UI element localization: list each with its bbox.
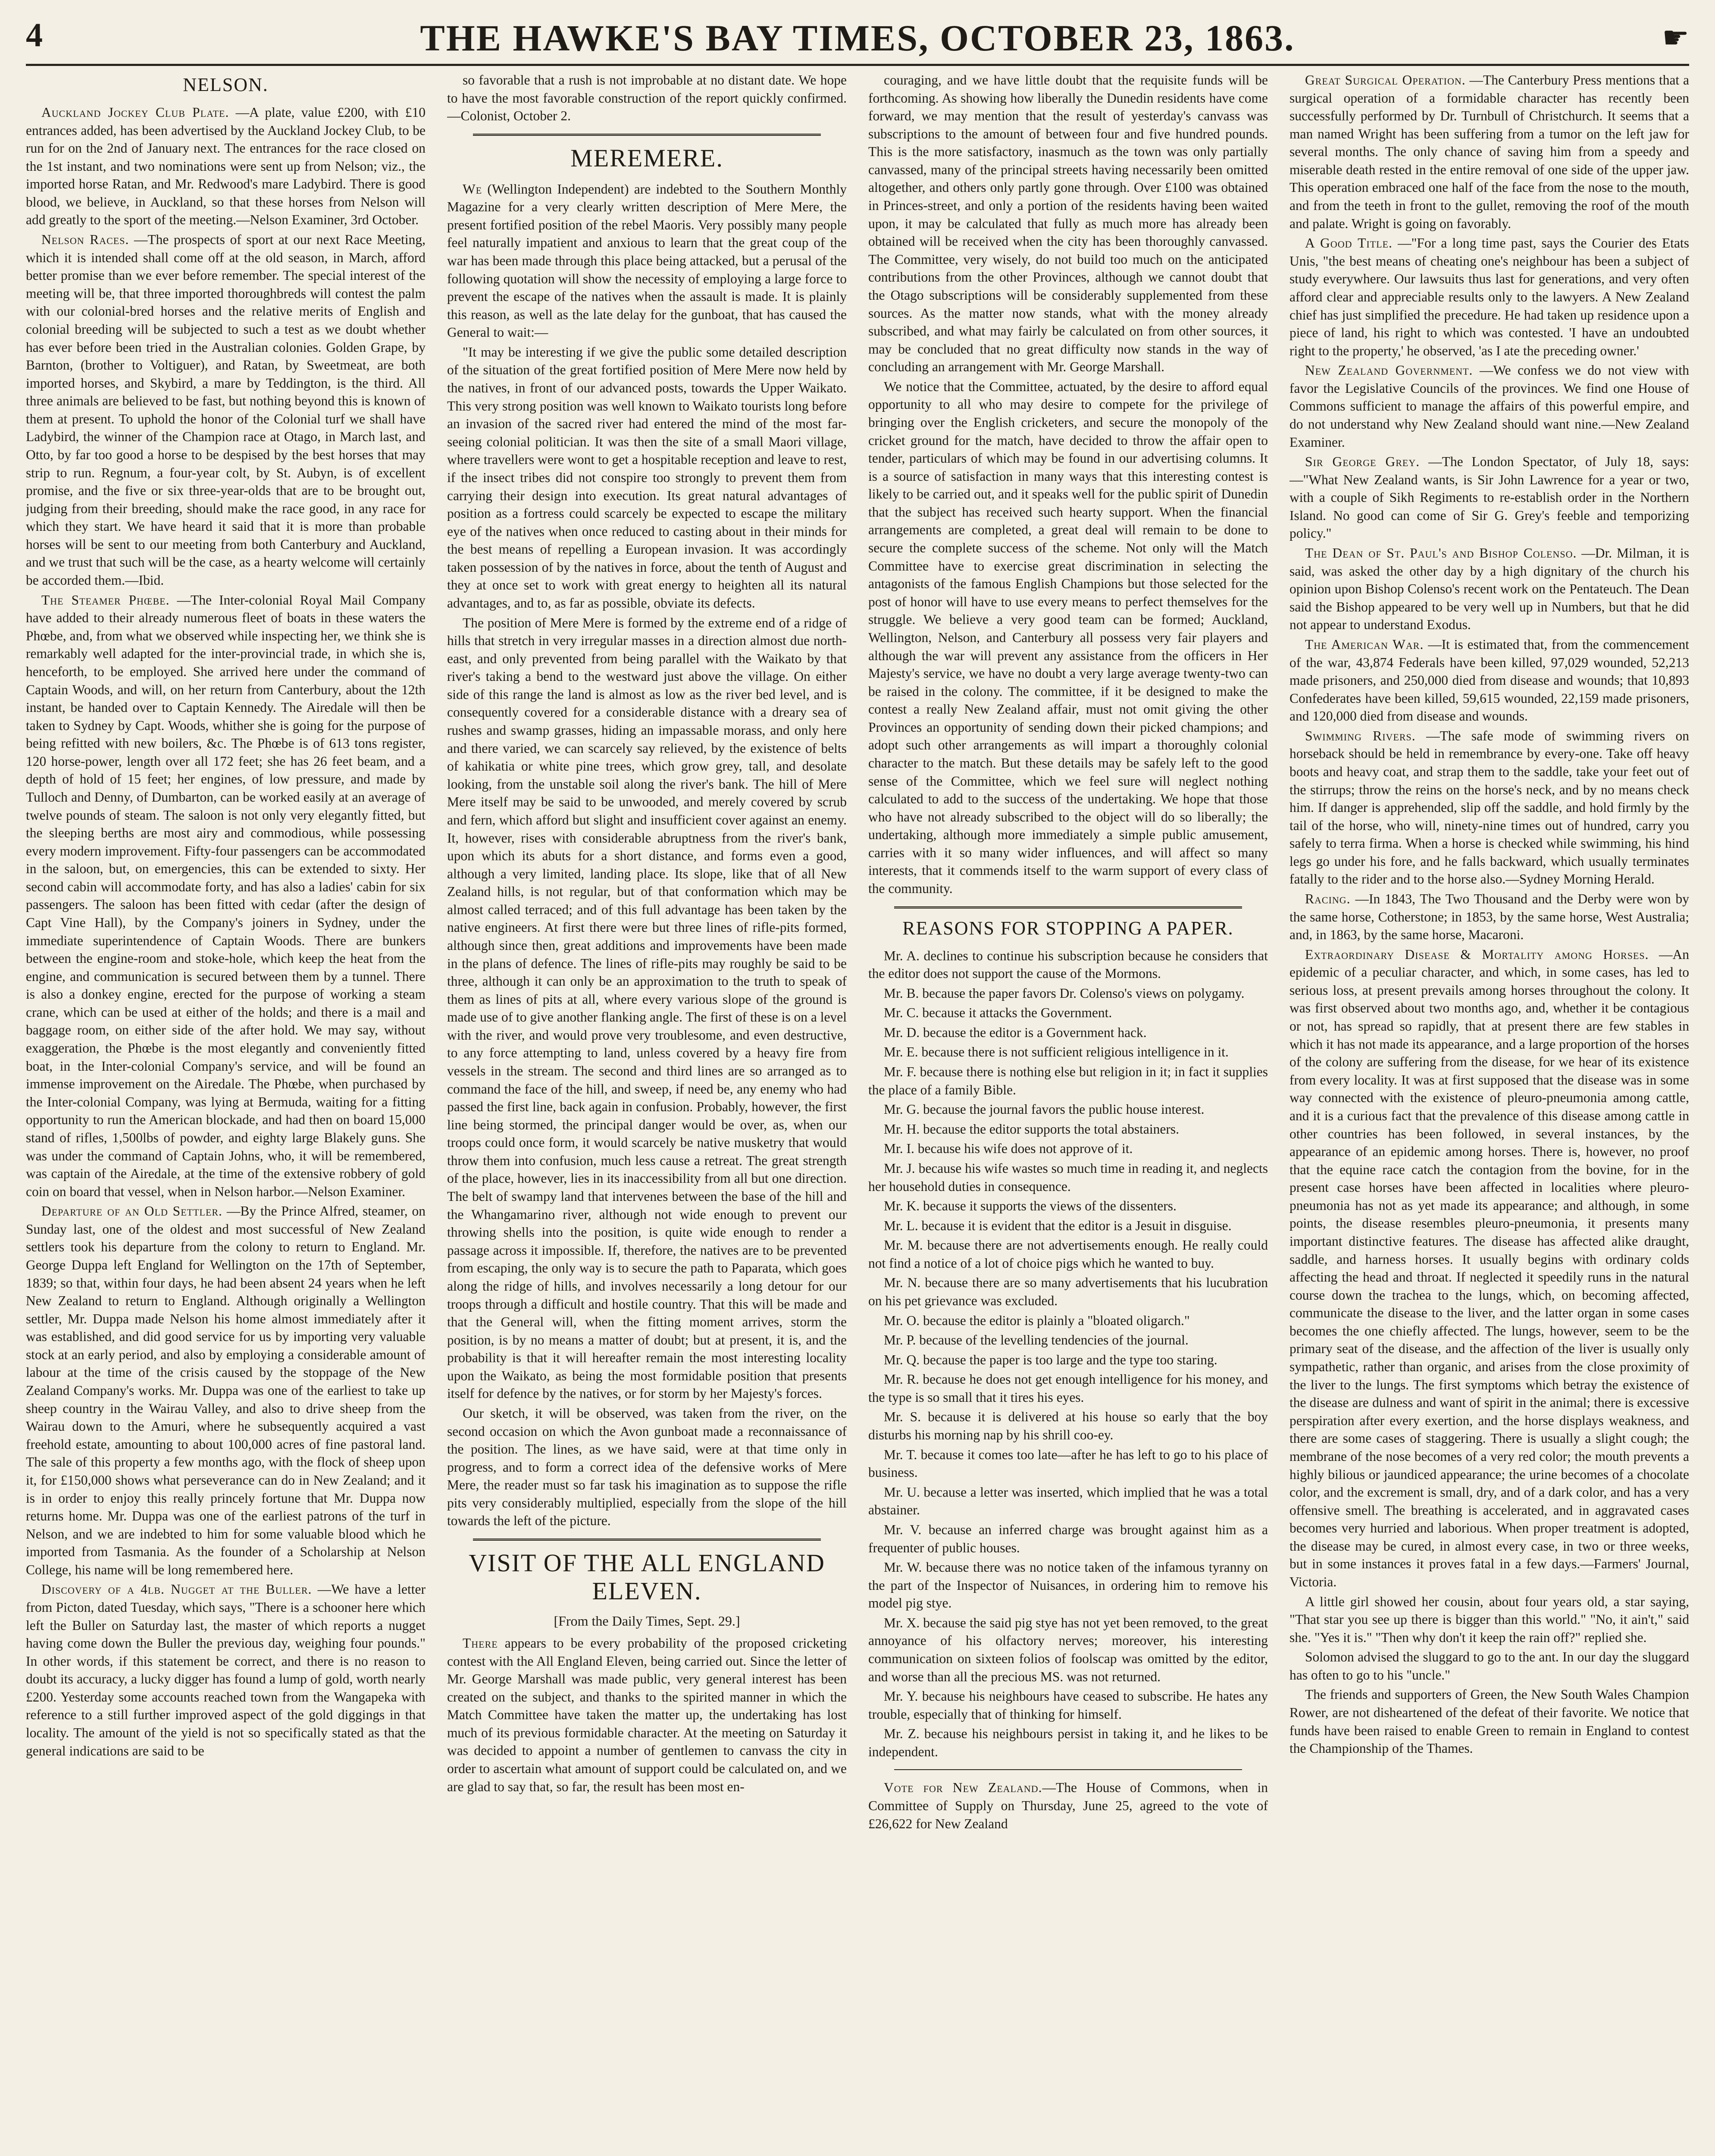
paragraph-text: couraging, and we have little doubt that the requisite funds will be forthcoming. As showing how liberally the Dunedin residents have come forward, we may mention that the result of yesterday's canvass was subscriptions to the amount of between four and five hundred pounds. This is the more satisfactory, inasmuch as the town was only partially canvassed, many of the principal streets having necessarily been omitted altogether, and others only partly gone through. Over £100 was obtained in Princes-street, and only a portion of the residents having been waited upon, it may be calculated that fully as much more has already been obtained will be received when the city has been thoroughly canvassed. The Committee, very wisely, do not build too much on the anticipated contributions from the other Provinces, although we cannot doubt that the Otago subscriptions will be considerably supplemented from these sources. As the matter now stands, what with the money already subscribed, and what may fairly be calculated on from other sources, it may be concluded that no great difficulty now stands in the way of concluding an arrangement with Mr. George Marshall. bbox=[868, 72, 1268, 375]
paragraph-text: —"For a long time past, says the Courier des Etats Unis, "the best means of cheating one's neighbour has been a subject of study everywhere. Our lawsuits thus last for generations, and very often afford clear and appreciable results only to the lawyers. A New Zealand chief has just simplified the precedure. He had taken up residence upon a piece of land, his right to which was contested. 'I have an undoubted right to the property,' he observed, 'as I ate the preceding owner.' bbox=[1289, 235, 1689, 358]
article-paragraph bbox=[447, 614, 847, 1403]
paragraph-text: —The prospects of sport at our next Race Meeting, which it is intended shall come off at the old season, in March, afford better promise than we ever before remember. The special interest of the meeting will be, that three imported thoroughbreds will contest the palm with our colonial-bred horses and the relative merits of English and colonial breeding will be subjected to such a test as we doubt whether has ever before been tried in the Australian colonies. Golden Grape, by Barnton, (brother to Voltiguer), and Ratan, by Sweetmeat, are both imported horses, and Skybird, a mare by Teddington, is the third. All three animals are believed to be fast, but nothing beyond this is known of them at present. To uphold the honor of the Colonial turf we shall have Ladybird, the winner of the Champion race at Otago, in March last, and Otto, by far too good a horse to be despised by the best horses that may strip to run. Regnum, a four-year colt, by St. Aubyn, is of excellent promise, and the five or six three-year-olds that are to be brought out, judging from their breeding, should make the race good, in any race for which they start. We have heard it said that it is more than probable horses will be sent to our meeting from both Canterbury and Auckland, and we trust that such will be the case, as a hearty welcome will certainly be accorded them.—Ibid. bbox=[26, 232, 426, 588]
paragraph-lead: Racing. bbox=[1305, 891, 1351, 907]
paragraph-text: —A plate, value £200, with £10 entrances added, has been advertised by the Auckland Jockey Club, to be run for on the 2nd of January next. The entrances for the race closed on the 1st instant, and two nominations were sent up from Nelson; viz., the imported horse Ratan, and Mr. Redwood's mare Ladybird. There is good blood, we believe, in Auckland, so that these horses from Nelson will add greatly to the sport of the meeting.—Nelson Examiner, 3rd October. bbox=[26, 105, 426, 228]
cricket-source-line: [From the Daily Times, Sept. 29.] bbox=[554, 1613, 740, 1629]
reason-item: Mr. U. because a letter was inserted, which implied that he was a total abstainer. bbox=[868, 1484, 1268, 1518]
reason-item: Mr. O. because the editor is plainly a "bloated oligarch." bbox=[884, 1313, 1190, 1328]
article-paragraph bbox=[26, 1580, 426, 1760]
reason-item: Mr. I. because his wife does not approve of it. bbox=[884, 1141, 1133, 1156]
paragraph-lead: The American War. bbox=[1305, 636, 1424, 652]
section-divider bbox=[894, 1769, 1242, 1770]
section-divider bbox=[894, 906, 1242, 909]
reason-item: Mr. T. because it comes too late—after he has left to go to his place of business. bbox=[868, 1447, 1268, 1480]
article-paragraph bbox=[1289, 1593, 1689, 1647]
article-paragraph bbox=[1289, 361, 1689, 451]
paragraph-text: We notice that the Committee, actuated, by the desire to afford equal opportunity to all who may desire to compete for the privilege of bringing over the English cricketers, and secure the monopoly of the cricket ground for the match, have decided to throw the affair open to tender, particulars of which may be found in our advertising columns. It is a source of satisfaction in many ways that this interesting contest is likely to be carried out, and it speaks well for the public spirit of Dunedin that the subject has received such hearty support. When the financial arrangements are completed, a great deal will remain to be done to secure the complete success of the scheme. Not only will the Match Committee have to exercise great discrimination in selecting the antagonists of the famous English Champions but those selected for the post of honor will have to use every means to perfect themselves for the struggle. We believe a very good team can be formed; Auckland, Wellington, Nelson, and Canterbury all possess very fair players and although the war will prevent any assistance from the officers in Her Majesty's service, we have no doubt a very large average twenty-two can be raised in the colony. The committee, if it be designed to make the contest a really New Zealand affair, must not omit giving the other Provinces an opportunity of sending down their picked champions; and adopt such other arrangements as will impart a thoroughly colonial character to the match. But these details may be safely left to the good sense of the Committee, which we feel sure will neglect nothing calculated to add to the success of the undertaking. We hope that those who have not already subscribed to the object will do so liberally; the undertaking, although more immediately a simple public amusement, carries with it so many wider influences, and will affect so many interests, that it commends itself to the warm support of every class of the community. bbox=[868, 379, 1268, 896]
article-paragraph bbox=[447, 1634, 847, 1796]
paragraph-text: appears to be every probability of the proposed cricketing contest with the All England Eleven, being carried out. Since the letter of Mr. George Marshall was made public, very general interest has been created on the subject, and thanks to the spirited manner in which the Match Committee have taken the matter up, the undertaking has lost much of its previous formidable character. At the meeting on Saturday it was decided to appoint a number of gentlemen to canvass the city in order to ascertain what amount of support could be calculated on, and we are glad to say that, so far, the result has been most en- bbox=[447, 1635, 847, 1794]
paragraph-text: —The London Spectator, of July 18, says:—"What New Zealand wants, is Sir John Lawrence for a year or two, with a couple of Sikh Regiments to re-establish order in the Northern Island. No good can come of Sir G. Grey's feeble and temporizing policy." bbox=[1289, 454, 1689, 541]
article-paragraph bbox=[1289, 234, 1689, 360]
column-1 bbox=[26, 71, 426, 2156]
paragraph-lead: Swimming Rivers. bbox=[1305, 728, 1416, 743]
reason-item: Mr. J. because his wife wastes so much time in reading it, and neglects her household duties in consequence. bbox=[868, 1160, 1268, 1194]
article-paragraph bbox=[1289, 1648, 1689, 1684]
paragraph-text: —Dr. Milman, it is said, was asked the other day by a high dignitary of the church his opinion upon Bishop Colenso's recent work on the Pentateuch. The Dean said the Bishop appeared to be very well up in Numbers, but that he did not appear to understand Exodus. bbox=[1289, 545, 1689, 633]
reason-item: Mr. R. because he does not get enough intelligence for his money, and the type is so small that it tires his eyes. bbox=[868, 1372, 1268, 1405]
reason-item: Mr. H. because the editor supports the total abstainers. bbox=[884, 1121, 1179, 1137]
reasons-list bbox=[868, 947, 1268, 1761]
miscellany-articles bbox=[1289, 71, 1689, 1758]
reason-item: Mr. V. because an inferred charge was brought against him as a frequenter of public houses. bbox=[868, 1522, 1268, 1555]
article-paragraph bbox=[447, 180, 847, 342]
nelson-articles bbox=[26, 103, 426, 1760]
reason-item: Mr. B. because the paper favors Dr. Colenso's views on polygamy. bbox=[884, 985, 1245, 1001]
paragraph-lead: Discovery of a 4lb. Nugget at the Buller. bbox=[41, 1582, 312, 1597]
paragraph-lead: The Dean of St. Paul's and Bishop Colenso. bbox=[1305, 545, 1577, 561]
paragraph-text: —The Inter-colonial Royal Mail Company have added to their already numerous fleet of boats in these waters the Phœbe, and, from what we observed while inspecting her, we think she is remarkably well adapted for the inter-provincial trade, in which she is, henceforth, to be employed. She arrived here under the command of Captain Woods, and will, on her return from Canterbury, about the 12th instant, be handed over to Captain Kennedy. The Airedale will then be taken to Sydney by Capt. Woods, whither she is going for the purpose of being refitted with new boilers, &c. The Phœbe is of 613 tons register, 120 horse-power, length over all 172 feet; she has 26 feet beam, and a depth of hold of 15 feet; her engines, of low pressure, and made by Tulloch and Denny, of Dumbarton, can be worked easily at an average of twelve pounds of steam. The saloon is not only very elegantly fitted, but the sleeping berths are most airy and commodious, while possessing every modern improvement. Fifty-four passengers can be accommodated in the saloon, but, on emergencies, this can be extended to sixty. Her second cabin will accommodate forty, and has also a ladies' cabin for six passengers. The saloon has been fitted with cedar (after the design of Capt Vine Hall), by the Company's joiners in Sydney, under the immediate superintendence of Captain Woods. There are bunkers between the engine-room and stoke-hole, which keep the heat from the engine, and communication is secured between them by a tunnel. There is also a donkey engine, erected for the purpose of working a steam crane, which can be used at either of the holds; and there is a mail and baggage room, on either side of the after hold. We may say, without exaggeration, the Phœbe is the most elegantly and conveniently fitted boat, in the Inter-colonial Company's service, and will be found an immense improvement on the Airedale. The Phœbe, when purchased by the Inter-colonial Company, was lying at Bermuda, waiting for a fitting opportunity to run the American blockade, and had then on board 15,000 stand of rifles, 1,500lbs of powder, and eighty large Blakely guns. She was under the command of Captain Johns, who, it will be remembered, was captain of the Airedale, at the time of the extensive robbery of gold coin on board that vessel, when in Nelson harbor.—Nelson Examiner. bbox=[26, 592, 426, 1199]
reason-item: Mr. A. declines to continue his subscription because he considers that the editor does not support the cause of the Mormons. bbox=[868, 948, 1268, 981]
reason-item: Mr. C. because it attacks the Government. bbox=[884, 1005, 1112, 1021]
cricket-article bbox=[447, 1634, 847, 1796]
reason-item: Mr. S. because it is delivered at his house so early that the boy disturbs his morning nap by his shrill coo-ey. bbox=[868, 1409, 1268, 1443]
reason-item: Mr. L. because it is evident that the editor is a Jesuit in disguise. bbox=[884, 1218, 1232, 1233]
article-paragraph bbox=[868, 71, 1268, 376]
article-paragraph bbox=[1289, 1686, 1689, 1757]
article-paragraph bbox=[1289, 453, 1689, 542]
article-paragraph bbox=[1289, 71, 1689, 232]
article-paragraph bbox=[26, 1202, 426, 1579]
column-4 bbox=[1289, 71, 1689, 2156]
paragraph-text: Our sketch, it will be observed, was taken from the river, on the second occasion on which the Avon gunboat made a reconnaissance of the position. The lines, as we have said, were at that time only in progress, and to form a correct idea of the defensive works of Mere Mere, the reader must so far task his imagination as to suppose the rifle pits very considerably multiplied, especially from the slope of the hill towards the left of the picture. bbox=[447, 1406, 847, 1529]
meremere-article bbox=[447, 180, 847, 1530]
reasons-heading: REASONS FOR STOPPING A PAPER. bbox=[902, 917, 1234, 939]
paragraph-text: The position of Mere Mere is formed by the extreme end of a ridge of hills that stretch in very irregular masses in a direction almost due north-east, and only prevented from being parallel with the Waikato by that river's taking a bend to the westward just above the village. On either side of this range the land is almost as low as the river bed level, and is consequently covered for a considerable distance with a dreary sea of rushes and swamp grasses, hiding an impassable morass, and only here and there varied, we can scarcely say relieved, by the existence of belts of kahikatia or white pine trees, which grow grey, tall, and desolate looking, from the unstable soil along the river's bank. The hill of Mere Mere itself may be said to be unwooded, and merely covered by scrub and fern, which afford but slight and insufficient cover against an enemy. It, however, rises with considerable abruptness from the river's bank, upon which its abuts for a short distance, and forms even a good, although a very limited, landing place. Its slope, like that of all New Zealand hills, is not regular, but of that conformation which may be almost called terraced; and of this full advantage has been taken by the native engineers. At first there were but three lines of rifle-pits formed, although since then, great additions and improvements have been made in the plans of defence. The lines of rifle-pits may roughly be said to be three, although it can only be an approximation to the truth to speak of them as lines of pits at all, where every various slope of the ground is made use of to give another flanking angle. The first of these is on a level with the river, and would prove very troublesome, and even destructive, to any force attempting to land, unless covered by a heavy fire from vessels in the stream. The second and third lines are so arranged as to command the face of the hill, and sweep, if need be, any enemy who had passed the first line, back again in confusion. Probably, however, the first line being stormed, the principal danger would be over, as, when our troops could once form, it would scarcely be native musketry that would throw them into confusion, much less cause a retreat. The great strength of the place, however, lies in its inaccessibility from all but one direction. The belt of swampy land that intervenes between the base of the hill and the Whangamarino river, although not wide enough to prevent our throwing shells into the position, is quite wide enough to render a passage across it impossible. If, therefore, the natives are to be prevented from escaping, the only way is to secure the path to Paparata, which goes along the ridge of hills, and involves necessarily a long detour for our troops through a difficult and hostile country. That this will be made and that the General will, when the fitting moment arrives, storm the position, is by no means a matter of doubt; but at present, it is, and the probability is that it will hereafter remain the most interesting locality upon the Waikato, as being the most formidable position that presents itself for defence by the natives, or for storm by her Majesty's forces. bbox=[447, 615, 847, 1401]
paragraph-lead: Great Surgical Operation. bbox=[1305, 72, 1466, 88]
paragraph-text: Solomon advised the sluggard to go to the ant. In our day the sluggard has often to go to his "uncle." bbox=[1289, 1649, 1689, 1683]
newspaper-title: THE HAWKE'S BAY TIMES, OCTOBER 23, 1863. bbox=[420, 17, 1295, 59]
article-paragraph bbox=[26, 591, 426, 1201]
paragraph-lead: Departure of an Old Settler. bbox=[41, 1203, 222, 1219]
nelson-heading: NELSON. bbox=[183, 74, 269, 95]
paragraph-lead: Auckland Jockey Club Plate. bbox=[41, 105, 229, 120]
paragraph-text: —The Canterbury Press mentions that a surgical operation of a formidable character has recently been successfully performed by Dr. Turnbull of Christchurch. It seems that a man named Wright has been suffering from a tumor on the left jaw for several months. The only chance of saving him from a speedy and miserable death rested in the entire removal of one side of the upper jaw. This operation embraced one half of the face from the nose to the mouth, and from the teeth in front to the gullet, removing the roof of the mouth and palate. Wright is going on favorably. bbox=[1289, 72, 1689, 231]
continued-paragraph: so favorable that a rush is not improbable at no distant date. We hope to have the most favorable construction of the report quickly confirmed.—Colonist, October 2. bbox=[447, 72, 847, 124]
paragraph-lead: Sir George Grey. bbox=[1305, 454, 1420, 470]
reason-item: Mr. K. because it supports the views of the dissenters. bbox=[884, 1198, 1177, 1214]
meremere-heading: MEREMERE. bbox=[570, 144, 723, 172]
paragraph-lead: A Good Title. bbox=[1305, 235, 1393, 251]
paragraph-lead: There bbox=[463, 1635, 498, 1651]
page-number: 4 bbox=[26, 16, 43, 53]
pointing-hand-ornament-icon: ☛ bbox=[1662, 22, 1689, 55]
reason-item: Mr. Y. because his neighbours have ceased to subscribe. He hates any trouble, especially that of thinking for himself. bbox=[868, 1689, 1268, 1722]
article-paragraph bbox=[1289, 727, 1689, 888]
vote-paragraph bbox=[868, 1779, 1268, 1833]
vote-lead: Vote for New Zealand. bbox=[884, 1780, 1042, 1796]
column-2 bbox=[447, 71, 847, 2156]
article-paragraph bbox=[447, 1404, 847, 1530]
paragraph-lead: Nelson Races. bbox=[41, 232, 129, 248]
paragraph-lead: We bbox=[463, 181, 482, 197]
article-paragraph bbox=[26, 103, 426, 229]
paragraph-lead: New Zealand Government. bbox=[1305, 363, 1473, 378]
reason-item: Mr. M. because there are not advertisements enough. He really could not find a notice of a lot of choice pigs which he wanted to buy. bbox=[868, 1238, 1268, 1271]
reason-item: Mr. G. because the journal favors the public house interest. bbox=[884, 1102, 1205, 1117]
article-paragraph bbox=[868, 378, 1268, 898]
section-divider bbox=[473, 134, 821, 136]
reason-item: Mr. W. because there was no notice taken of the infamous tyranny on the part of the Inspector of Nuisances, in ordering him to remove his model pig stye. bbox=[868, 1560, 1268, 1611]
reason-item: Mr. X. because the said pig stye has not yet been removed, to the great annoyance of his olfactory nerves; moreover, his interesting communication on sixteen folios of foolscap was omitted by the editor, and worse than all the precious MS. was not returned. bbox=[868, 1615, 1268, 1684]
article-paragraph bbox=[1289, 890, 1689, 944]
paragraph-text: —An epidemic of a peculiar character, and which, in some cases, has led to serious loss, at present prevails among horses throughout the colony. It was first observed about two months ago, and, whether it be contagious or not, has spread so rapidly, that at present there are few stables in which it has not made its appearance, and a large proportion of the horses of the colony are suffering from the disease, for we hear of its existence from every locality. It was at first supposed that the disease was in some way connected with the existence of pleuro-pneumonia among cattle, and it is a curious fact that the prevalence of this disease among cattle in other countries has been followed, in several instances, by the appearance of an epidemic among horses. There is, however, no proof that the equine race catch the contagion from the bovine, for in the present case horses have been affected in localities where pleuro-pneumonia has not as yet made its appearance; and although, in some points, the disease resembles pleuro-pneumonia, it presents many important distinctive features. The disease has affected alike draught, saddle, and harness horses. It usually begins with ordinary colds affecting the head and throat. If neglected it speedily runs in the natural course down the trachea to the lungs, which, on becoming affected, communicate the disease to the liver, and the latter organ in some cases becomes the one chiefly affected. The lungs, however, seem to be the primary seat of the disease, and the affection of the liver is usually only sympathetic, rather than organic, and arises from the close proximity of the liver to the lungs. The first symptoms which betray the existence of the disease are dulness and want of spirit in the animal; there is excessive perspiration after every exertion, and the horse displays weakness, and there are some cases of staggering. There is usually a slight cough; the membrane of the nose becomes of a very red color; the mouth prevents a highly bilious or jaundiced appearance; the urine becomes of a chocolate color, and the excrement is small, dry, and of a dark color, and has a very offensive smell. The breathing is accelerated, and in aggravated cases becomes very hurried and laborious. When proper treatment is adopted, the disease may be cured, in almost every case, in two or three weeks, but in some instances it proves fatal in a few days.—Farmers' Journal, Victoria. bbox=[1289, 946, 1689, 1589]
article-paragraph bbox=[447, 343, 847, 612]
paragraph-text: "It may be interesting if we give the public some detailed description of the situation of the great fortified position of Mere Mere now held by the natives, in front of our advanced posts, towards the Upper Waikato. This very strong position was well known to Waikato tourists long before an invasion of the sacred river had entered the mind of the most far-seeing colonial politician. It was then the site of a small Maori village, where travellers were wont to get a hospitable reception and leave to rest, if the insect tribes did not conspire too strongly to prevent them from carrying their design into execution. Its great natural advantages of position as a fortress could scarcely be expected to escape the military eye of the natives when once reduced to casting about in their minds for the best means of repelling a European invasion. It was accordingly taken possession of by the natives in force, about the tenth of August and they at once set to work with great energy to heighten all its natural advantages, and to, as far as possible, obviate its defects. bbox=[447, 344, 847, 611]
columns bbox=[26, 71, 1689, 2156]
reason-item: Mr. P. because of the levelling tendencies of the journal. bbox=[884, 1332, 1189, 1348]
vote-text: —The House of Commons, when in Committee of Supply on Thursday, June 25, agreed to the vote of £26,622 for New Zealand bbox=[868, 1780, 1268, 1831]
paragraph-lead: Extraordinary Disease & Mortality among Horses. bbox=[1305, 946, 1649, 962]
article-paragraph bbox=[1289, 946, 1689, 1591]
masthead bbox=[26, 12, 1689, 66]
reason-item: Mr. Q. because the paper is too large and the type too staring. bbox=[884, 1352, 1217, 1367]
paragraph-text: The friends and supporters of Green, the New South Wales Champion Rower, are not disheartened of the defeat of their favorite. We notice that funds have been raised to enable Green to remain in England to contest the Championship of the Thames. bbox=[1289, 1687, 1689, 1756]
paragraph-lead: The Steamer Phœbe. bbox=[41, 592, 170, 608]
paragraph-text: —By the Prince Alfred, steamer, on Sunday last, one of the oldest and most successful of New Zealand settlers took his departure from the colony to return to England. Mr. George Duppa left England for Wellington on the 17th of September, 1839; so that, within four days, he had been absent 24 years when he left New Zealand to return to England. Although originally a Wellington settler, Mr. Duppa made Nelson his home almost immediately after it was established, and did good service for us by importing very valuable stock at an early period, and also by employing a considerable amount of labour at the time of the crisis caused by the stoppage of the New Zealand Company's works. Mr. Duppa was one of the earliest to take up sheep country in the Wairau Valley, and also to drive sheep from the Wairau down to the Amuri, where he subsequently acquired a vast freehold estate, amounting to about 100,000 acres of fine pastoral land. The sale of this property a few months ago, with the flock of sheep upon it, for £150,000 shows what perseverance can do in New Zealand; and it is in order to enjoy this really princely fortune that Mr. Duppa now returns home. Mr. Duppa was one of the earliest patrons of the turf in Nelson, and we are indebted to him for some valuable blood which he imported from Tasmania. As the founder of a Scholarship at Nelson College, his name will be long remembered here. bbox=[26, 1203, 426, 1577]
article-paragraph bbox=[26, 231, 426, 589]
reason-item: Mr. N. because there are so many advertisements that his lucubration on his pet grievance was excluded. bbox=[868, 1275, 1268, 1308]
paragraph-text: —The safe mode of swimming rivers on horseback should be held in remembrance by every-one. Take off heavy boots and heavy coat, and strap them to the saddle, take your feet out of the stirrups; throw the reins on the horse's neck, and by no means check him. If danger is apprehended, slip off the saddle, and hold firmly by the tail of the horse, who will, ninety-nine times out of hundred, carry you safely to terra firma. When a horse is checked while swimming, his hind legs go under his fore, and he falls backward, which usually terminates fatally to the rider and to the horse also.—Sydney Morning Herald. bbox=[1289, 728, 1689, 887]
article-paragraph bbox=[1289, 636, 1689, 725]
reason-item: Mr. E. because there is not sufficient religious intelligence in it. bbox=[884, 1044, 1229, 1060]
section-divider bbox=[473, 1539, 821, 1541]
paragraph-text: —We have a letter from Picton, dated Tuesday, which says, "There is a schooner here which left the Buller on Saturday last, the master of which reports a nugget having come down the Buller the previous day, weighing four pounds." In other words, if this statement be correct, and there is no reason to doubt its accuracy, a lucky digger has found a lump of gold, worth nearly £200. Yesterday some accounts reached town from the Wangapeka with reference to a still further improved aspect of the gold diggings in that locality. The amount of the yield is not so specifically stated as that the general indications are said to be bbox=[26, 1582, 426, 1758]
reason-item: Mr. D. because the editor is a Government hack. bbox=[884, 1025, 1147, 1040]
cricket-article-continued bbox=[868, 71, 1268, 898]
paragraph-text: (Wellington Independent) are indebted to the Southern Monthly Magazine for a very clearly written description of Mere Mere, the present fortified position of the rebel Maoris. Very possibly many people feel naturally impatient and anxious to learn that the great coup of the war has been made through this place being attacked, but a perusal of the following quotation will show the necessity of employing a large force to prevent the escape of the natives when the assault is made. It is plainly this reason, as well as the late delay for the gunboat, that has caused the General to wait:— bbox=[447, 181, 847, 340]
cricket-heading: VISIT OF THE ALL ENGLAND ELEVEN. bbox=[469, 1549, 825, 1605]
reason-item: Mr. F. because there is nothing else but religion in it; in fact it supplies the place of a family Bible. bbox=[868, 1064, 1268, 1097]
paragraph-text: A little girl showed her cousin, about four years old, a star saying, "That star you see up there is bigger than this world." "No, it ain't," said she. "Yes it is." "Then why don't it keep the rain off?" replied she. bbox=[1289, 1594, 1689, 1645]
article-paragraph bbox=[1289, 544, 1689, 634]
paragraph-text: —It is estimated that, from the commencement of the war, 43,874 Federals have been killed, 97,029 wounded, 52,213 made prisoners, and 250,000 died from disease and wounds; that 10,893 Confederates have been killed, 59,615 wounded, 22,159 made prisoners, and 120,000 died from disease and wounds. bbox=[1289, 636, 1689, 724]
paragraph-text: —In 1843, The Two Thousand and the Derby were won by the same horse, Cotherstone; in 1853, by the same horse, West Australia; and, in 1863, by the same horse, Macaroni. bbox=[1289, 891, 1689, 943]
reason-item: Mr. Z. because his neighbours persist in taking it, and he likes to be independent. bbox=[868, 1726, 1268, 1759]
paragraph-text: —We confess we do not view with favor the Legislative Councils of the provinces. We find one House of Commons sufficient to manage the affairs of this powerful empire, and do not understand why New Zealand should want nine.—New Zealand Examiner. bbox=[1289, 363, 1689, 450]
column-3 bbox=[868, 71, 1268, 2156]
